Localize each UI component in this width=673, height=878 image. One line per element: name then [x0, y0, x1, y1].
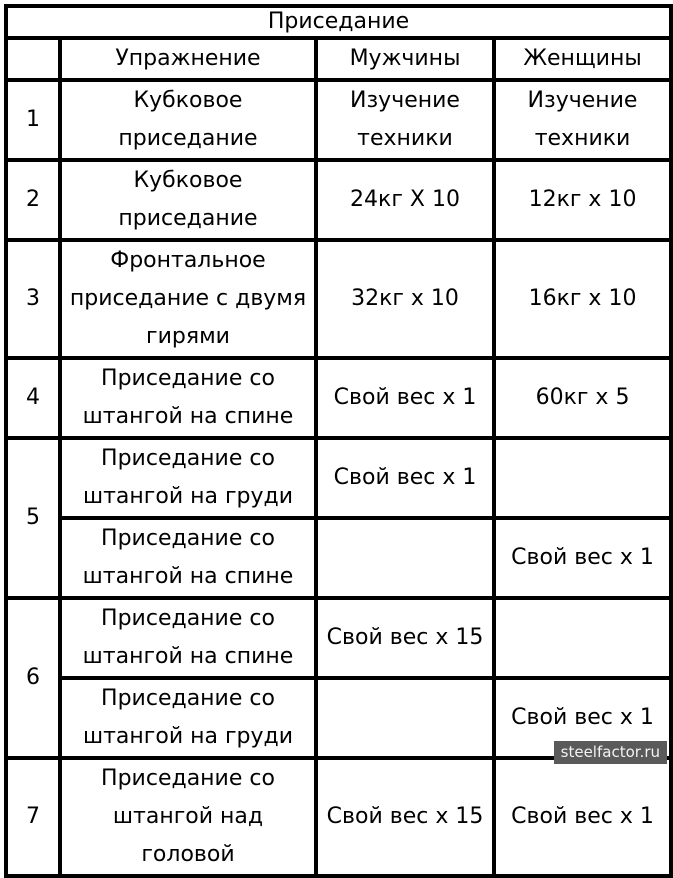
exercise-cell: Приседание со штангой на груди	[60, 438, 316, 518]
header-exercise: Упражнение	[60, 38, 316, 80]
table-row	[6, 598, 671, 678]
exercise-cell: Приседание со штангой над головой	[60, 758, 316, 876]
header-women: Женщины	[494, 38, 671, 80]
exercise-cell: Приседание со штангой на спине	[60, 358, 316, 438]
men-cell: Свой вес x 1	[316, 438, 494, 518]
men-cell: Свой вес x 15	[316, 758, 494, 876]
table-row	[6, 160, 671, 240]
exercise-cell: Приседание со штангой на груди	[60, 678, 316, 758]
men-cell: 24кг X 10	[316, 160, 494, 240]
row-number: 6	[6, 598, 60, 758]
header-row	[6, 38, 671, 80]
women-cell: Свой вес x 1	[494, 518, 671, 598]
men-cell: Изучение техники	[316, 80, 494, 160]
exercise-cell: Приседание со штангой на спине	[60, 598, 316, 678]
women-cell: Свой вес x 1	[494, 678, 671, 758]
men-cell	[316, 678, 494, 758]
header-men: Мужчины	[316, 38, 494, 80]
table-row	[6, 240, 671, 358]
women-cell: Свой вес x 1	[494, 758, 671, 876]
row-number: 3	[6, 240, 60, 358]
table-row	[6, 518, 671, 598]
exercise-cell: Фронтальное приседание с двумя гирями	[60, 240, 316, 358]
header-number	[6, 38, 60, 80]
exercise-cell: Приседание со штангой на спине	[60, 518, 316, 598]
table-row	[6, 758, 671, 876]
row-number: 1	[6, 80, 60, 160]
women-cell: 60кг x 5	[494, 358, 671, 438]
row-number: 4	[6, 358, 60, 438]
site-watermark: steelfactor.ru	[554, 741, 667, 764]
table-row	[6, 80, 671, 160]
row-number: 5	[6, 438, 60, 598]
row-number: 7	[6, 758, 60, 876]
row-number: 2	[6, 160, 60, 240]
exercise-cell: Кубковое приседание	[60, 80, 316, 160]
women-cell: 16кг x 10	[494, 240, 671, 358]
men-cell: Свой вес x 15	[316, 598, 494, 678]
men-cell: 32кг x 10	[316, 240, 494, 358]
men-cell: Свой вес x 1	[316, 358, 494, 438]
women-cell: 12кг x 10	[494, 160, 671, 240]
women-cell	[494, 598, 671, 678]
men-cell	[316, 518, 494, 598]
exercise-cell: Кубковое приседание	[60, 160, 316, 240]
table-title: Приседание	[6, 6, 671, 38]
women-cell: Изучение техники	[494, 80, 671, 160]
table-row	[6, 438, 671, 518]
title-row	[6, 6, 671, 38]
table-row	[6, 358, 671, 438]
women-cell	[494, 438, 671, 518]
